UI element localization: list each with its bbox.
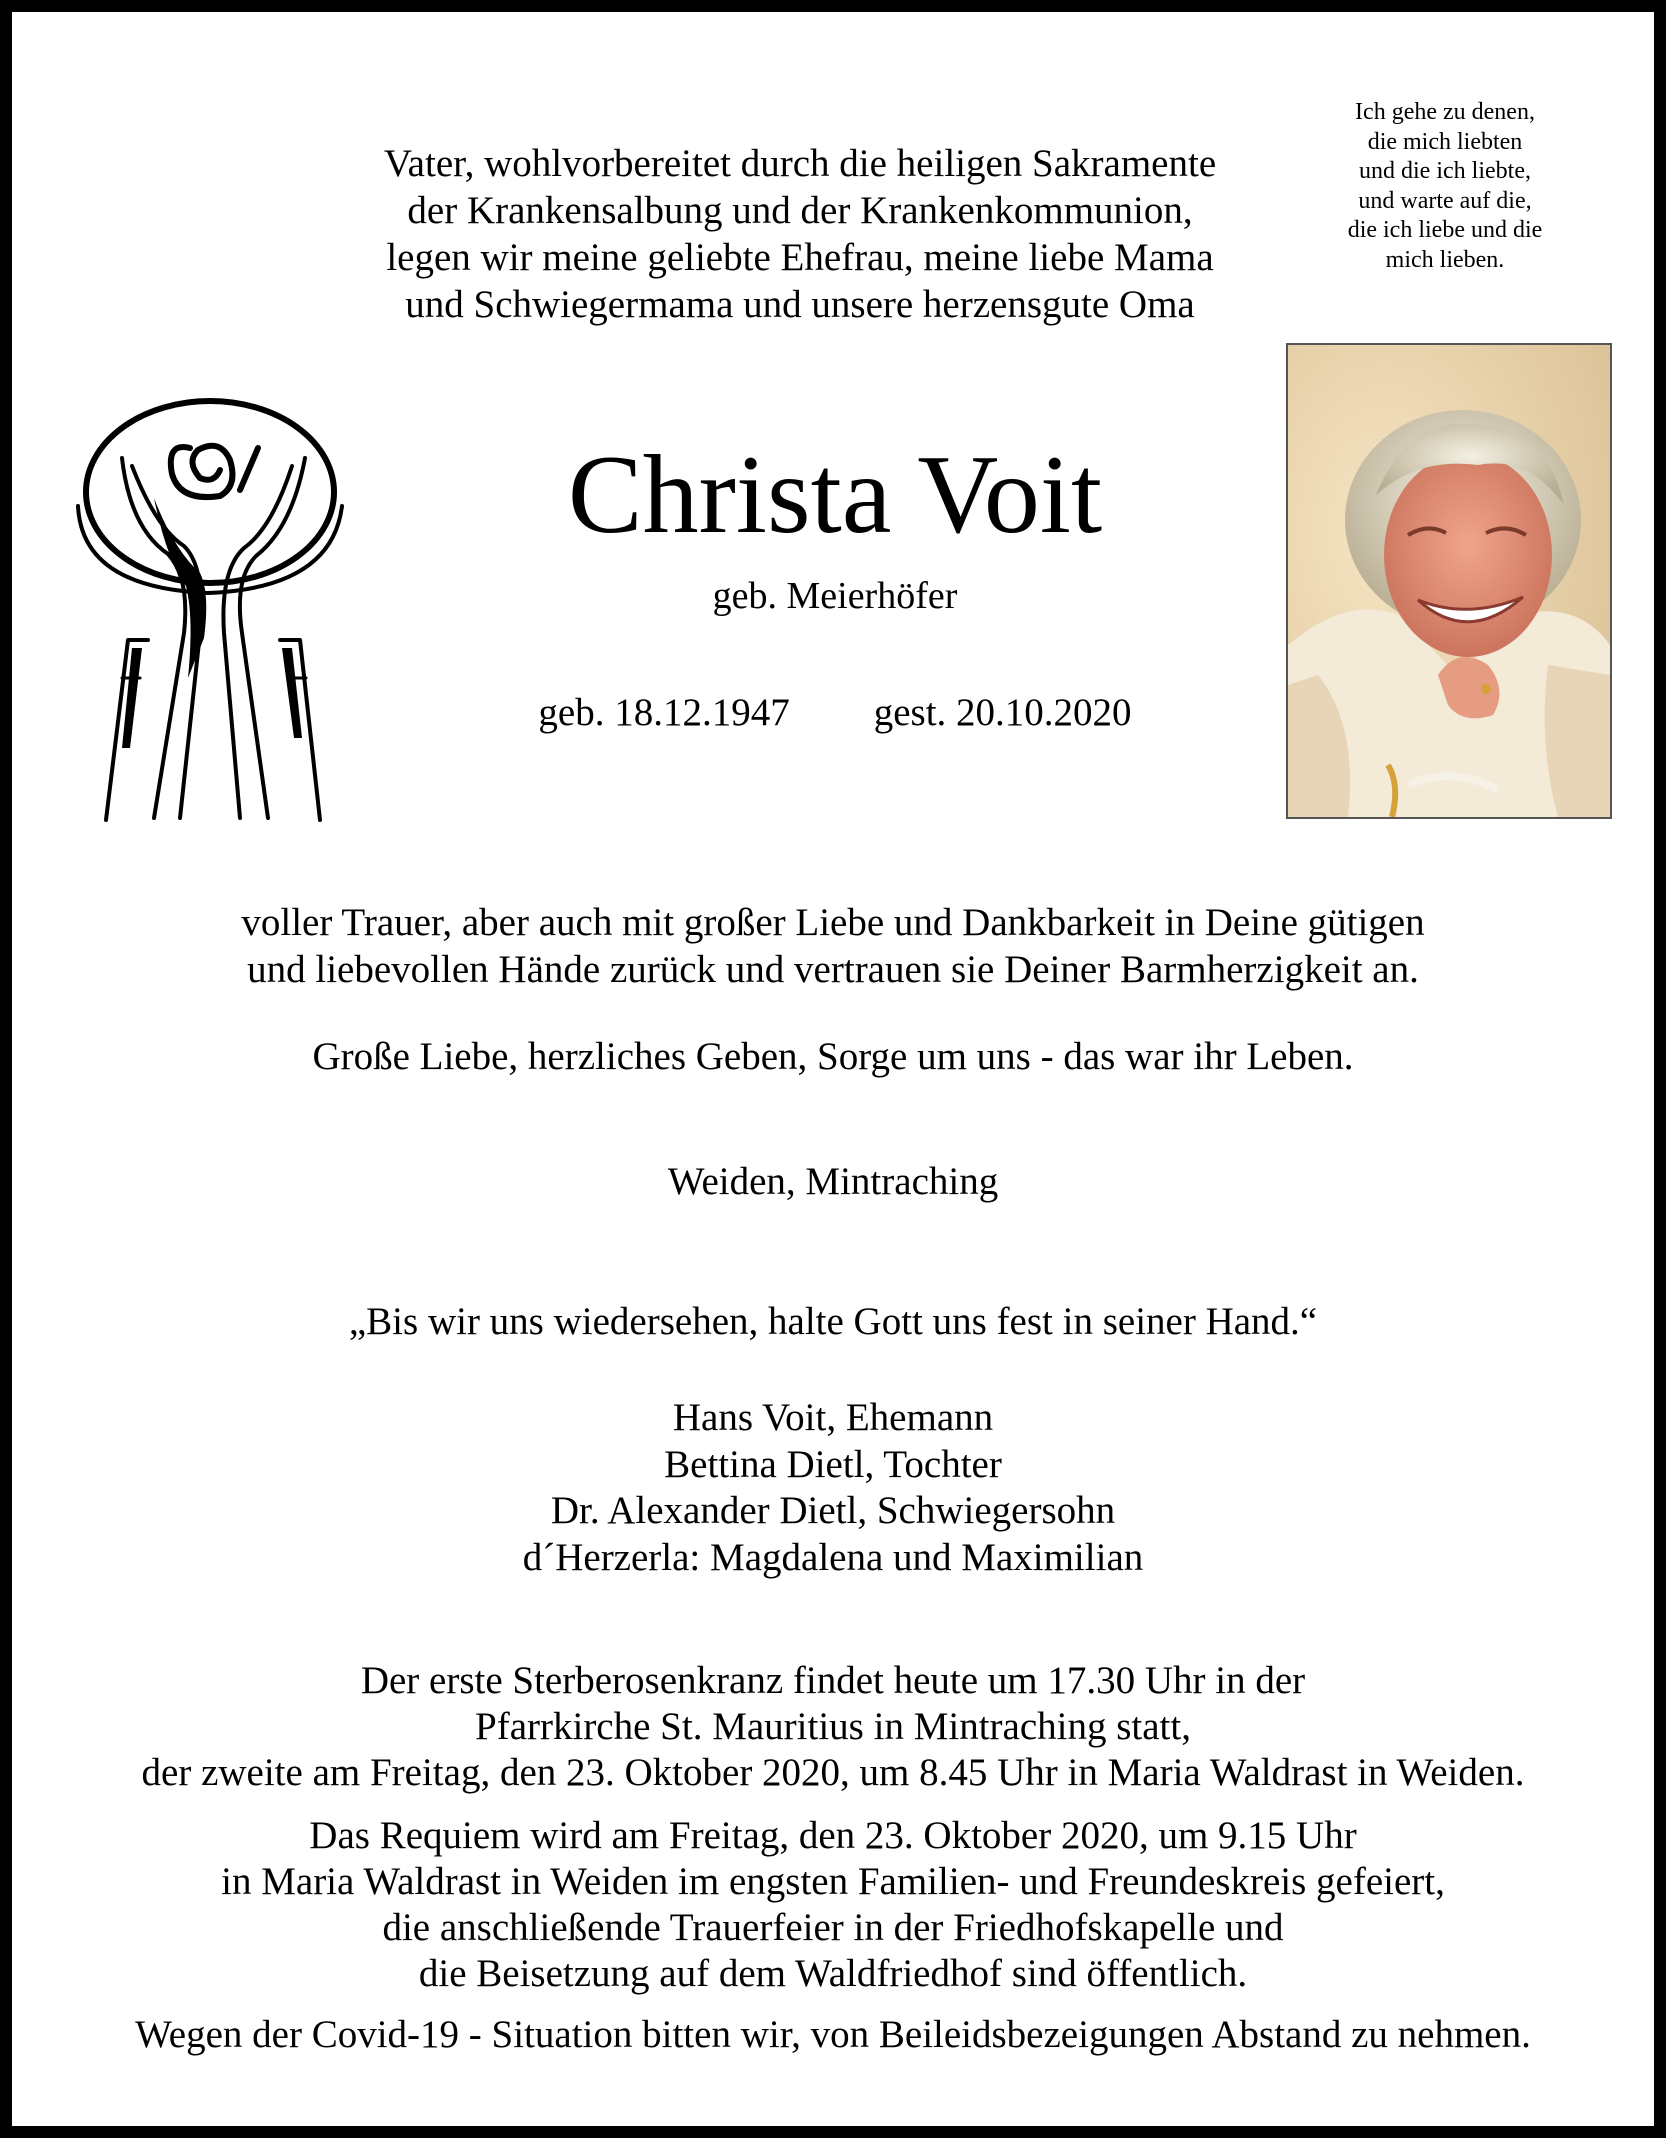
rosary-line: der zweite am Freitag, den 23. Oktober 2020, um 8.45 Uhr in Maria Waldrast in Weiden. <box>141 1751 1525 1794</box>
quote-line: „Bis wir uns wiedersehen, halte Gott uns fest in seiner Hand.“ <box>348 1300 1318 1343</box>
family-member: Bettina Dietl, Tochter <box>664 1442 1002 1486</box>
rosary-line: Der erste Sterberosenkranz findet heute um 17.30 Uhr in der <box>360 1659 1306 1702</box>
covid-notice: Wegen der Covid-19 - Situation bitten wir, von Beileidsbezeigungen Abstand zu nehmen. <box>135 2013 1531 2056</box>
main-text <box>100 899 1566 993</box>
life-dates <box>420 690 1250 736</box>
intro-text <box>270 140 1330 328</box>
deceased-name: Christa Voit <box>567 433 1103 557</box>
family-member: d´Herzerla: Magdalena und Maximilian <box>522 1535 1144 1579</box>
requiem-line: die Beisetzung auf dem Waldfriedhof sind öffentlich. <box>418 1952 1248 1995</box>
main-line: voller Trauer, aber auch mit großer Liebe und Dankbarkeit in Deine gütigen <box>241 901 1425 944</box>
death-date: gest. 20.10.2020 <box>873 691 1132 734</box>
intro-line: legen wir meine geliebte Ehefrau, meine liebe Mama <box>386 236 1214 279</box>
resurrection-figure-icon <box>70 378 350 823</box>
poem-line: Ich gehe zu denen, <box>1355 99 1535 125</box>
portrait-photo <box>1286 343 1612 819</box>
poem-line: und die ich liebte, <box>1359 158 1531 184</box>
poem <box>1300 98 1590 275</box>
intro-line: und Schwiegermama und unsere herzensgute Oma <box>405 283 1195 326</box>
family-member: Dr. Alexander Dietl, Schwiegersohn <box>550 1489 1116 1532</box>
main-line: und liebevollen Hände zurück und vertrauen sie Deiner Barmherzigkeit an. <box>247 948 1419 991</box>
poem-line: die ich liebe und die <box>1347 217 1543 243</box>
poem-line: mich lieben. <box>1385 246 1505 273</box>
place-line: Weiden, Mintraching <box>667 1160 999 1203</box>
requiem-line: die anschließende Trauerfeier in der Friedhofskapelle und <box>382 1906 1284 1949</box>
requiem-line: in Maria Waldrast in Weiden im engsten Familien- und Freundeskreis gefeiert, <box>221 1860 1445 1903</box>
family-member: Hans Voit, Ehemann <box>672 1396 994 1439</box>
love-line: Große Liebe, herzliches Geben, Sorge um uns - das war ihr Leben. <box>312 1035 1354 1078</box>
birth-name: geb. Meierhöfer <box>712 575 958 617</box>
family-list <box>100 1395 1566 1581</box>
requiem-line: Das Requiem wird am Freitag, den 23. Oktober 2020, um 9.15 Uhr <box>309 1814 1357 1857</box>
rosary-line: Pfarrkirche St. Mauritius in Mintraching statt, <box>475 1705 1191 1748</box>
intro-line: Vater, wohlvorbereitet durch die heiligen Sakramente <box>383 142 1217 185</box>
poem-line: die mich liebten <box>1367 128 1523 155</box>
requiem-notice <box>40 1813 1626 1997</box>
rosary-notice <box>40 1658 1626 1796</box>
poem-line: und warte auf die, <box>1358 187 1532 214</box>
birth-date: geb. 18.12.1947 <box>538 691 790 734</box>
intro-line: der Krankensalbung und der Krankenkommunion, <box>407 189 1193 232</box>
